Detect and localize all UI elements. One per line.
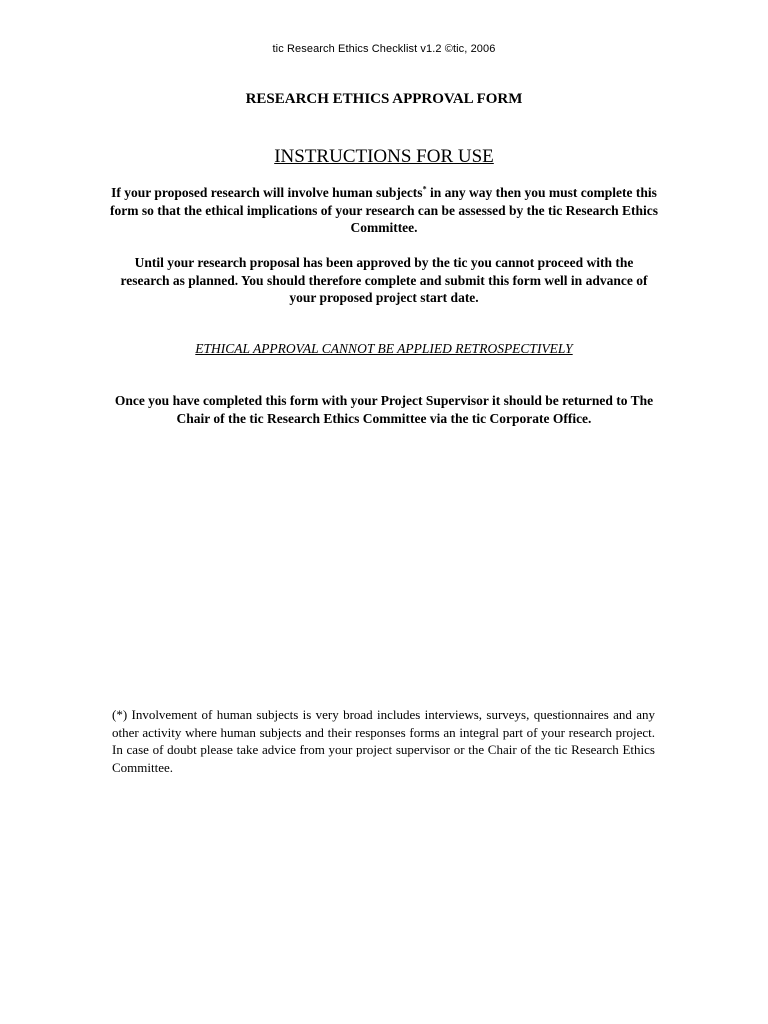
instructions-paragraph-1 bbox=[110, 184, 658, 237]
document-header: tic Research Ethics Checklist v1.2 ©tic, 2006 bbox=[272, 43, 496, 55]
instructions-heading: INSTRUCTIONS FOR USE bbox=[274, 146, 494, 167]
paragraph-1-text-start: If your proposed research will involve human subjects bbox=[111, 185, 423, 200]
instructions-paragraph-2: Until your research proposal has been approved by the tic you cannot proceed with the research as planned. You should therefore complete and submit this form well in advance of your proposed project start date. bbox=[120, 255, 648, 305]
instructions-paragraph-3: Once you have completed this form with your Project Supervisor it should be returned to The Chair of the tic Research Ethics Committee via the tic Corporate Office. bbox=[114, 393, 654, 426]
retrospective-warning: ETHICAL APPROVAL CANNOT BE APPLIED RETROSPECTIVELY bbox=[195, 341, 573, 356]
paragraph-1-text-end: in any way then you must complete this form so that the ethical implications of your research can be assessed by the tic Research Ethics Committee. bbox=[110, 185, 658, 235]
footnote-marker: * bbox=[422, 184, 427, 194]
footnote: (*) Involvement of human subjects is very broad includes interviews, surveys, questionnaires and any other activity where human subjects and their responses forms an integral part of your research project. In case of doubt please take advice from your project supervisor or the Chair of the tic Research Ethics Committee. bbox=[112, 707, 655, 775]
form-title: RESEARCH ETHICS APPROVAL FORM bbox=[245, 91, 523, 107]
